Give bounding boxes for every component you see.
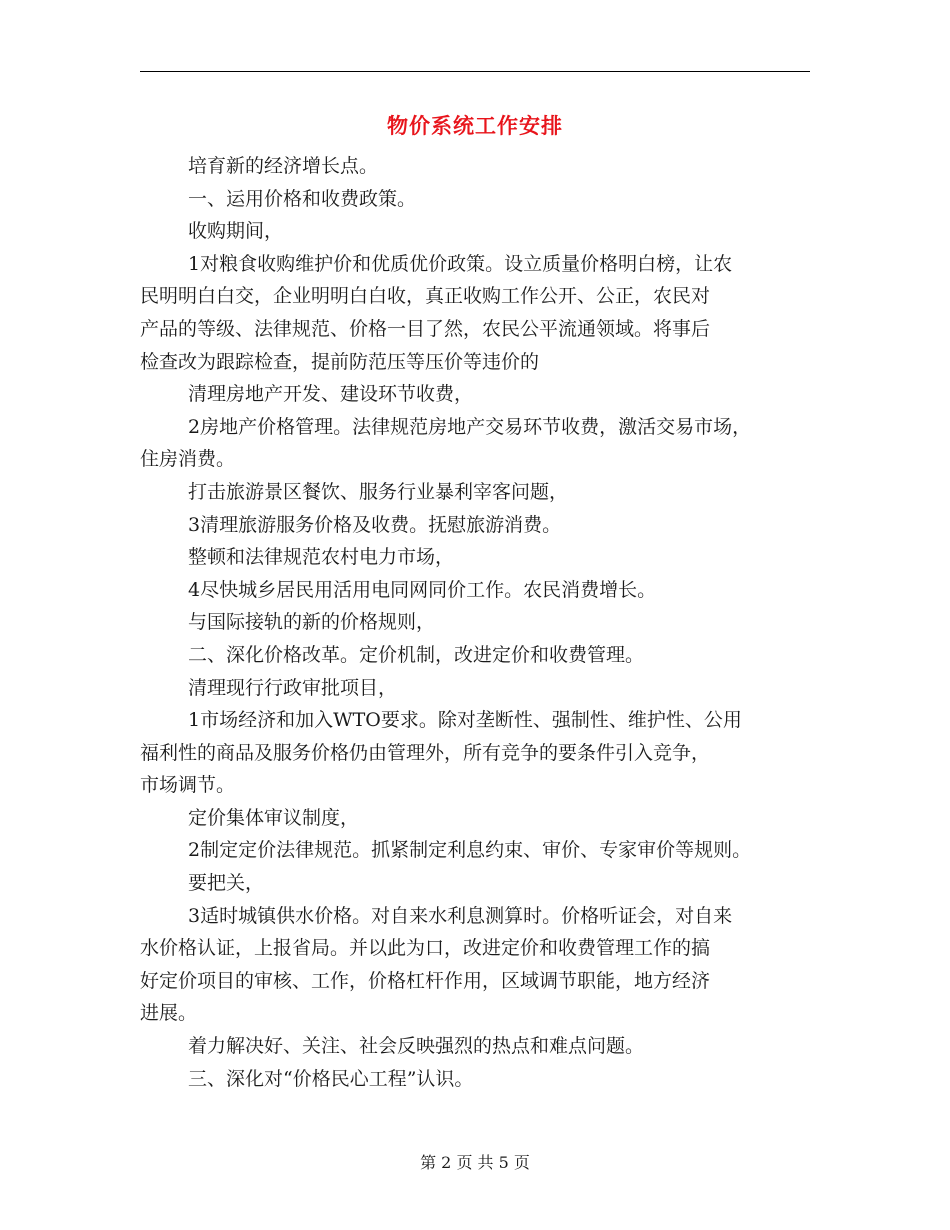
text-line: 3适时城镇供水价格。对自来水利息测算时。价格听证会，对自来: [188, 904, 733, 927]
text-line: 2制定定价法律规范。抓紧制定利息约束、审价、专家审价等规则。: [188, 839, 752, 862]
text-line: 市场调节。: [140, 774, 236, 797]
text-line: 检查改为跟踪检查，提前防范压等压价等违价的: [140, 350, 540, 373]
text-line: 1对粮食收购维护价和优质优价政策。设立质量价格明白榜，让农: [188, 252, 733, 275]
text-line: 打击旅游景区餐饮、服务行业暴利宰客问题，: [188, 480, 569, 503]
page-footer: 第 2 页 共 5 页: [420, 1153, 530, 1172]
text-line: 定价集体审议制度，: [188, 806, 360, 829]
text-line: 与国际接轨的新的价格规则，: [188, 611, 436, 634]
text-line: 二、深化价格改革。定价机制，改进定价和收费管理。: [188, 643, 645, 666]
text-line: 2房地产价格管理。法律规范房地产交易环节收费，激活交易市场，: [188, 415, 752, 438]
text-line: 进展。: [140, 1002, 198, 1025]
text-line: 民明明白白交，企业明明白白收，真正收购工作公开、公正，农民对: [140, 285, 711, 308]
text-line: 水价格认证，上报省局。并以此为口，改进定价和收费管理工作的搞: [140, 937, 711, 960]
text-line: 1市场经济和加入WTO要求。除对垄断性、强制性、维护性、公用: [188, 709, 742, 732]
text-line: 一、运用价格和收费政策。: [188, 187, 417, 210]
document-title: 物价系统工作安排: [387, 113, 563, 138]
document-body: [140, 150, 820, 1095]
text-line: 收购期间，: [188, 220, 284, 243]
text-line: 好定价项目的审核、工作，价格杠杆作用，区域调节职能，地方经济: [140, 969, 711, 992]
text-line: 整顿和法律规范农村电力市场，: [188, 546, 455, 569]
header-rule: [140, 71, 810, 72]
text-line: 福利性的商品及服务价格仍由管理外，所有竞争的要条件引入竞争，: [140, 741, 711, 764]
text-line: 住房消费。: [140, 448, 236, 471]
text-line: 清理房地产开发、建设环节收费，: [188, 383, 474, 406]
text-line: 3清理旅游服务价格及收费。抚慰旅游消费。: [188, 513, 562, 536]
text-line: 三、深化对“价格民心工程”认识。: [188, 1067, 474, 1090]
text-line: 产品的等级、法律规范、价格一目了然，农民公平流通领域。将事后: [140, 317, 711, 340]
text-line: 4尽快城乡居民用活用电同网同价工作。农民消费增长。: [188, 578, 657, 601]
text-line: 着力解决好、关注、社会反映强烈的热点和难点问题。: [188, 1035, 645, 1058]
text-line: 清理现行行政审批项目，: [188, 676, 398, 699]
text-line: 要把关，: [188, 872, 265, 895]
text-line: 培育新的经济增长点。: [188, 155, 379, 177]
